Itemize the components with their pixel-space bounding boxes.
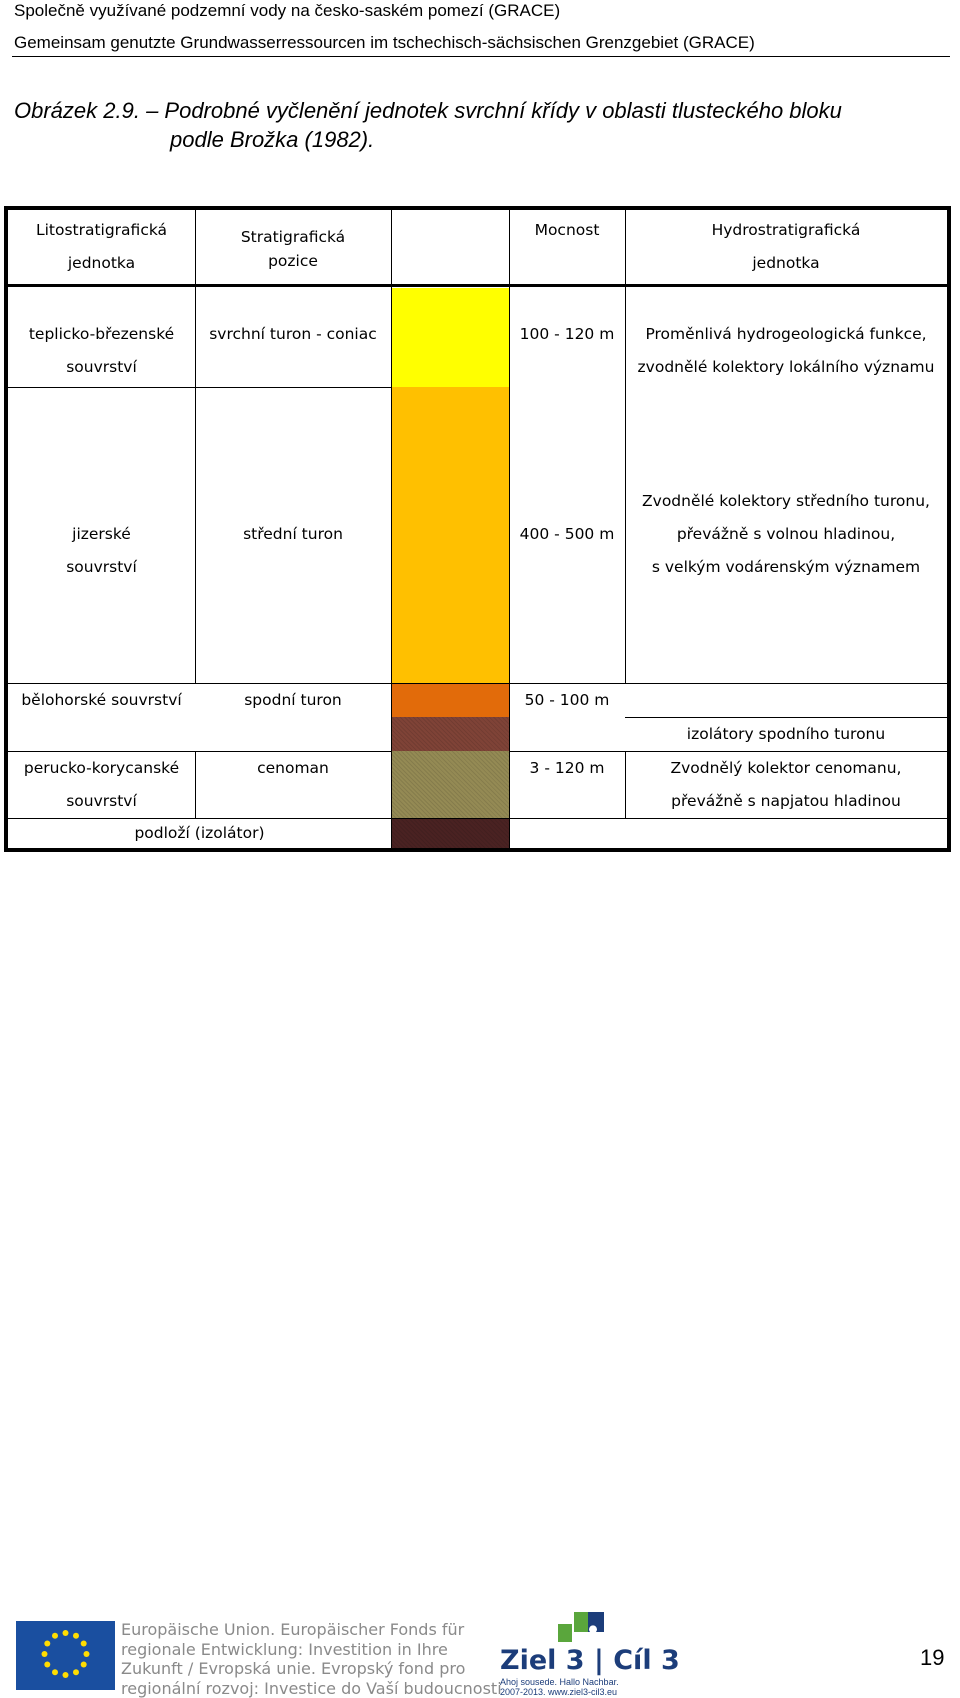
jizerske-lito: jizerské souvrství [66, 525, 137, 576]
row1-bottom-line [8, 387, 392, 388]
jizerske-hydro: Zvodnělé kolektory středního turonu, převážně s volnou hladinou, s velkým vodárenským významem [642, 492, 930, 576]
perucko-mocnost: 3 - 120 m [529, 759, 605, 777]
ziel3-title: Ziel 3 | Cíl 3 [500, 1645, 680, 1676]
teplicko-mocnost: 100 - 120 m [519, 325, 615, 343]
eu-funding-text: Europäische Union. Europäischer Fonds für regionale Entwicklung: Investition in Ihre Zukunft / Evropská unie. Evropský fond pro regionální rozvoj: Investice do Vaší budoucnosti [121, 1620, 502, 1698]
podlozi-lito: podloží (izolátor) [134, 824, 265, 842]
header-lito: Litostratigrafická jednotka [35, 221, 168, 272]
color-belohorske-lower [391, 717, 509, 751]
puzzle-icon [498, 1608, 638, 1648]
page-header-german: Gemeinsam genutzte Grundwasserressourcen im tschechisch-sächsischen Grenzgebiet (GRACE) [14, 33, 755, 52]
figure-caption-line2: podle Brožka (1982). [170, 127, 375, 152]
perucko-lito: perucko-korycanské souvrství [23, 759, 180, 810]
belohorske-mocnost: 50 - 100 m [524, 691, 610, 709]
stratigraphy-table [4, 206, 951, 852]
ziel3-subtitle: Ahoj sousede. Hallo Nachbar. 2007-2013. www.ziel3-cil3.eu [500, 1677, 619, 1697]
jizerske-mocnost: 400 - 500 m [519, 525, 615, 543]
col2-line [391, 210, 392, 848]
header-rule [12, 56, 950, 57]
perucko-strat: cenoman [257, 759, 329, 777]
page-number: 19 [920, 1645, 945, 1670]
header-mocnost: Mocnost [534, 220, 600, 239]
jizerske-strat: střední turon [243, 525, 343, 543]
color-jizerske [391, 387, 509, 683]
teplicko-hydro: Proměnlivá hydrogeologická funkce, zvodnělé kolektory lokálního významu [637, 325, 935, 376]
figure-caption-line1: Obrázek 2.9. – Podrobné vyčlenění jednotek svrchní křídy v oblasti tlusteckého bloku [14, 98, 842, 123]
color-perucko [391, 751, 509, 818]
belohorske-lito: bělohorské souvrství [21, 691, 182, 709]
belohorske-hydro: izolátory spodního turonu [686, 725, 886, 743]
color-teplicko [391, 288, 509, 387]
teplicko-lito: teplicko-březenské souvrství [28, 325, 175, 376]
eu-flag-logo [16, 1621, 115, 1690]
page-header-czech: Společně využívané podzemní vody na česko-saském pomezí (GRACE) [14, 1, 561, 20]
header-bottom-line [8, 284, 947, 287]
belohorske-strat: spodní turon [244, 691, 342, 709]
teplicko-strat: svrchní turon - coniac [209, 325, 377, 343]
perucko-hydro: Zvodnělý kolektor cenomanu, převážně s napjatou hladinou [670, 759, 902, 810]
color-belohorske [391, 683, 509, 717]
color-podlozi [391, 818, 509, 848]
eu-stars-icon [16, 1621, 115, 1690]
header-hydro: Hydrostratigrafická jednotka [711, 221, 861, 272]
header-strat: Stratigrafická pozice [240, 228, 346, 270]
